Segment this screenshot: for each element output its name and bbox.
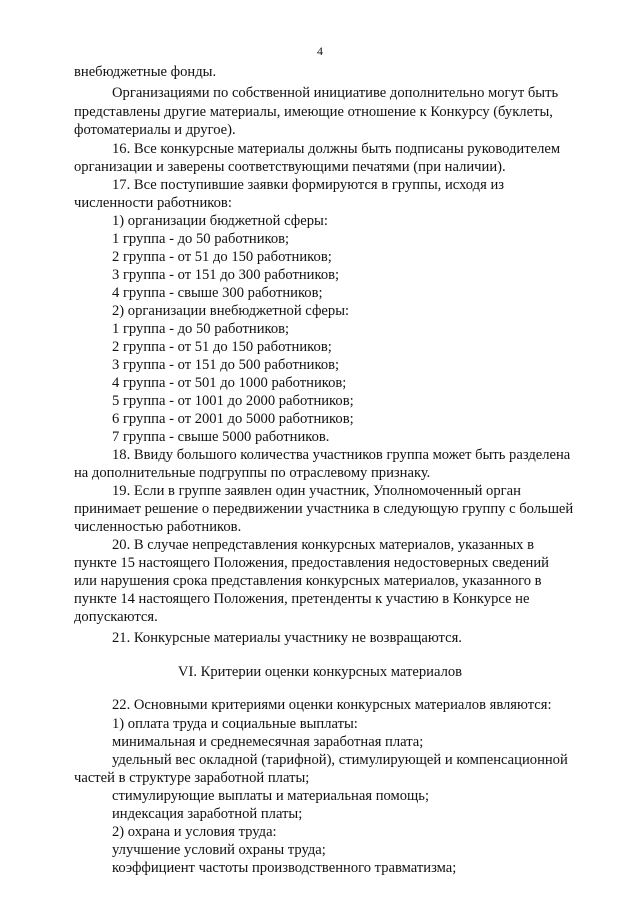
text-line: пункте 15 настоящего Положения, предоставления недостоверных сведений bbox=[74, 555, 549, 571]
text-line: принимает решение о передвижении участника в следующую группу с большей bbox=[74, 501, 574, 517]
text-line: пункте 14 настоящего Положения, претенденты к участию в Конкурсе не bbox=[74, 591, 530, 607]
text-line: на дополнительные подгруппы по отраслевому признаку. bbox=[74, 465, 431, 481]
text-line: численности работников: bbox=[74, 195, 232, 211]
text-line: 7 группа - свыше 5000 работников. bbox=[112, 429, 330, 445]
text-line: 4 группа - свыше 300 работников; bbox=[112, 285, 323, 301]
text-line: внебюджетные фонды. bbox=[74, 64, 217, 80]
text-line: 17. Все поступившие заявки формируются в группы, исходя из bbox=[112, 177, 505, 193]
page-number: 4 bbox=[317, 44, 323, 58]
section-heading: VI. Критерии оценки конкурсных материалов bbox=[177, 664, 463, 680]
text-line: 19. Если в группе заявлен один участник, Уполномоченный орган bbox=[112, 483, 521, 499]
text-line: организации и заверены соответствующими печатями (при наличии). bbox=[74, 159, 506, 175]
text-line: 3 группа - от 151 до 300 работников; bbox=[112, 267, 340, 283]
text-line: 3 группа - от 151 до 500 работников; bbox=[112, 357, 340, 373]
text-line: 6 группа - от 2001 до 5000 работников; bbox=[112, 411, 354, 427]
text-line: 1) организации бюджетной сферы: bbox=[112, 213, 328, 229]
text-line: 2) организации внебюджетной сферы: bbox=[112, 303, 350, 319]
text-line: 16. Все конкурсные материалы должны быть подписаны руководителем bbox=[112, 141, 561, 157]
text-line: 20. В случае непредставления конкурсных материалов, указанных в bbox=[112, 537, 535, 553]
text-line: 1 группа - до 50 работников; bbox=[112, 231, 290, 247]
text-line: 2) охрана и условия труда: bbox=[112, 824, 277, 840]
text-line: удельный вес окладной (тарифной), стимулирующей и компенсационной bbox=[112, 752, 568, 768]
text-line: минимальная и среднемесячная заработная плата; bbox=[112, 734, 424, 750]
text-line: допускаются. bbox=[74, 609, 158, 625]
text-line: Организациями по собственной инициативе дополнительно могут быть bbox=[112, 85, 559, 101]
text-line: индексация заработной платы; bbox=[112, 806, 303, 822]
text-line: 1 группа - до 50 работников; bbox=[112, 321, 290, 337]
text-line: 1) оплата труда и социальные выплаты: bbox=[112, 716, 358, 732]
text-line: частей в структуре заработной платы; bbox=[74, 770, 310, 786]
text-line: стимулирующие выплаты и материальная помощь; bbox=[112, 788, 429, 804]
text-line: 5 группа - от 1001 до 2000 работников; bbox=[112, 393, 354, 409]
text-line: 22. Основными критериями оценки конкурсных материалов являются: bbox=[112, 697, 552, 713]
text-line: фотоматериалы и другое). bbox=[74, 122, 236, 138]
text-line: 4 группа - от 501 до 1000 работников; bbox=[112, 375, 347, 391]
text-line: коэффициент частоты производственного травматизма; bbox=[112, 860, 457, 876]
text-line: 2 группа - от 51 до 150 работников; bbox=[112, 339, 332, 355]
text-line: 21. Конкурсные материалы участнику не возвращаются. bbox=[112, 630, 462, 646]
text-line: улучшение условий охраны труда; bbox=[112, 842, 326, 858]
text-line: численностью работников. bbox=[74, 519, 242, 535]
text-line: 2 группа - от 51 до 150 работников; bbox=[112, 249, 332, 265]
text-line: или нарушения срока представления конкурсных материалов, указанного в bbox=[74, 573, 542, 589]
text-line: 18. Ввиду большого количества участников группа может быть разделена bbox=[112, 447, 571, 463]
text-line: представлены другие материалы, имеющие отношение к Конкурсу (буклеты, bbox=[74, 104, 553, 120]
